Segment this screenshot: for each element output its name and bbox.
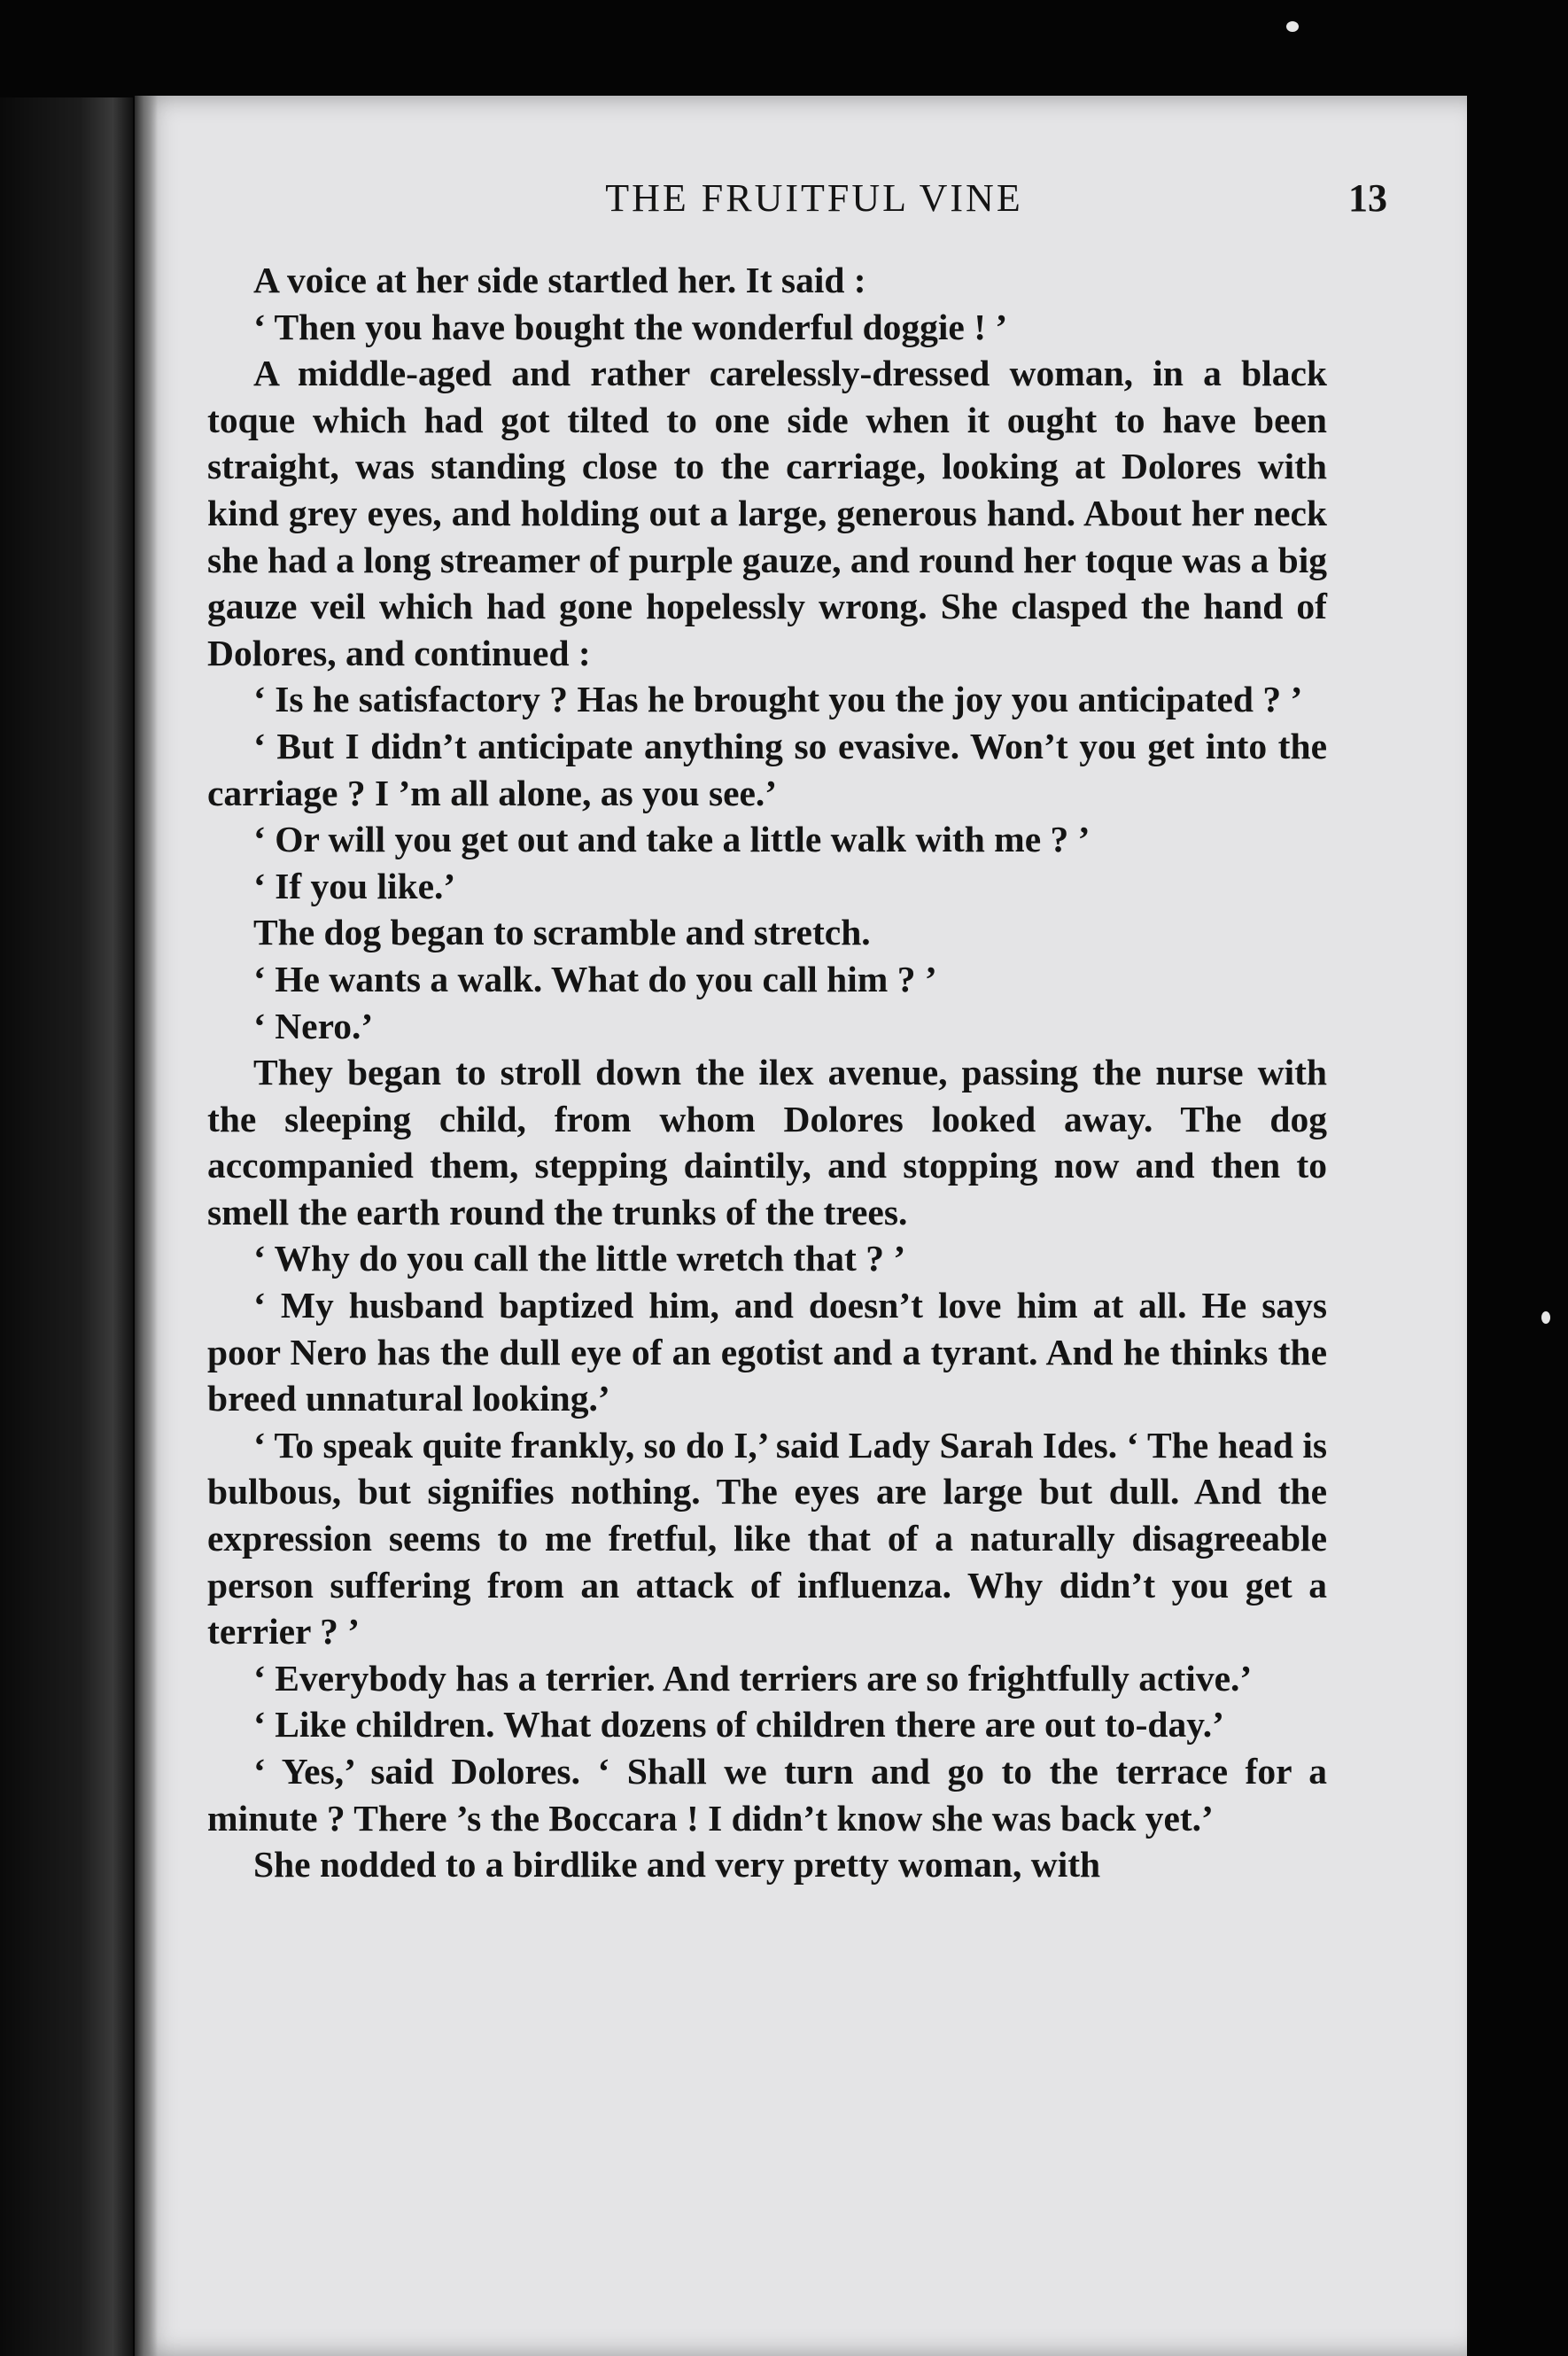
paragraph: ‘ Like children. What dozens of children there are out to-day.’ — [253, 1704, 1224, 1746]
paragraph: ‘ Is he satisfactory ? Has he brought you the joy you anticipated ? ’ — [253, 679, 1303, 720]
paragraph: ‘ Why do you call the little wretch that ? ’ — [253, 1238, 906, 1279]
paragraph: ‘ Then you have bought the wonderful doggie ! ’ — [253, 306, 1008, 347]
facing-page-edge — [0, 97, 133, 2356]
book-page — [135, 96, 1467, 2356]
paragraph: They began to stroll down the ilex avenue, passing the nurse with the sleeping child, from whom Dolores looked away. The dog accompanied them, stepping daintily, and stopping now and then to smell the earth round the trunks of the trees. — [207, 1052, 1327, 1232]
paragraph: A voice at her side startled her. It said : — [253, 260, 866, 300]
scan-speck — [1286, 21, 1299, 32]
running-head-title: THE FRUITFUL VINE — [605, 176, 1023, 220]
running-head — [135, 175, 1467, 237]
paragraph: ‘ Nero.’ — [253, 1005, 374, 1046]
paragraph: She nodded to a birdlike and very pretty woman, with — [253, 1844, 1101, 1886]
gutter-shadow — [135, 96, 158, 2356]
paragraph: ‘ But I didn’t anticipate anything so evasive. Won’t you get into the carriage ? I ’m all alone, as you see.’ — [207, 725, 1327, 813]
paragraph: ‘ My husband baptized him, and doesn’t love him at all. He says poor Nero has the dull eye of an egotist and a tyrant. And he thinks the breed unnatural looking.’ — [207, 1285, 1327, 1419]
scan-speck — [1541, 1311, 1550, 1324]
paragraph: A middle-aged and rather carelessly-dressed woman, in a black toque which had got tilted to one side when it ought to have been straight, was standing close to the carriage, looking at Dolores with kind grey eyes, and holding out a large, generous hand. About her neck she had a long streamer of purple gauze, and round her toque was a big gauze veil which had gone hopelessly wrong. She clasped the hand of Dolores, and continued : — [207, 353, 1327, 673]
paragraph: ‘ He wants a walk. What do you call him ? ’ — [253, 958, 937, 999]
paragraph: ‘ Yes,’ said Dolores. ‘ Shall we turn and go to the terrace for a minute ? There ’s the Boccara ! I didn’t know she was back yet.’ — [207, 1751, 1327, 1839]
paragraph: ‘ Everybody has a terrier. And terriers are so frightfully active.’ — [253, 1657, 1253, 1699]
paragraph: ‘ If you like.’ — [253, 865, 456, 906]
paragraph: ‘ To speak quite frankly, so do I,’ said Lady Sarah Ides. ‘ The head is bulbous, but signifies nothing. The eyes are large but dull. And the expression seems to me fretful, like that of a naturally disagreeable person suffering from an attack of influenza. Why didn’t you get a terrier ? ’ — [207, 1424, 1327, 1652]
body-text — [207, 257, 1327, 1888]
paragraph: ‘ Or will you get out and take a little walk with me ? ’ — [253, 819, 1091, 860]
paragraph: The dog began to scramble and stretch. — [253, 912, 871, 953]
page-number: 13 — [1348, 176, 1387, 220]
